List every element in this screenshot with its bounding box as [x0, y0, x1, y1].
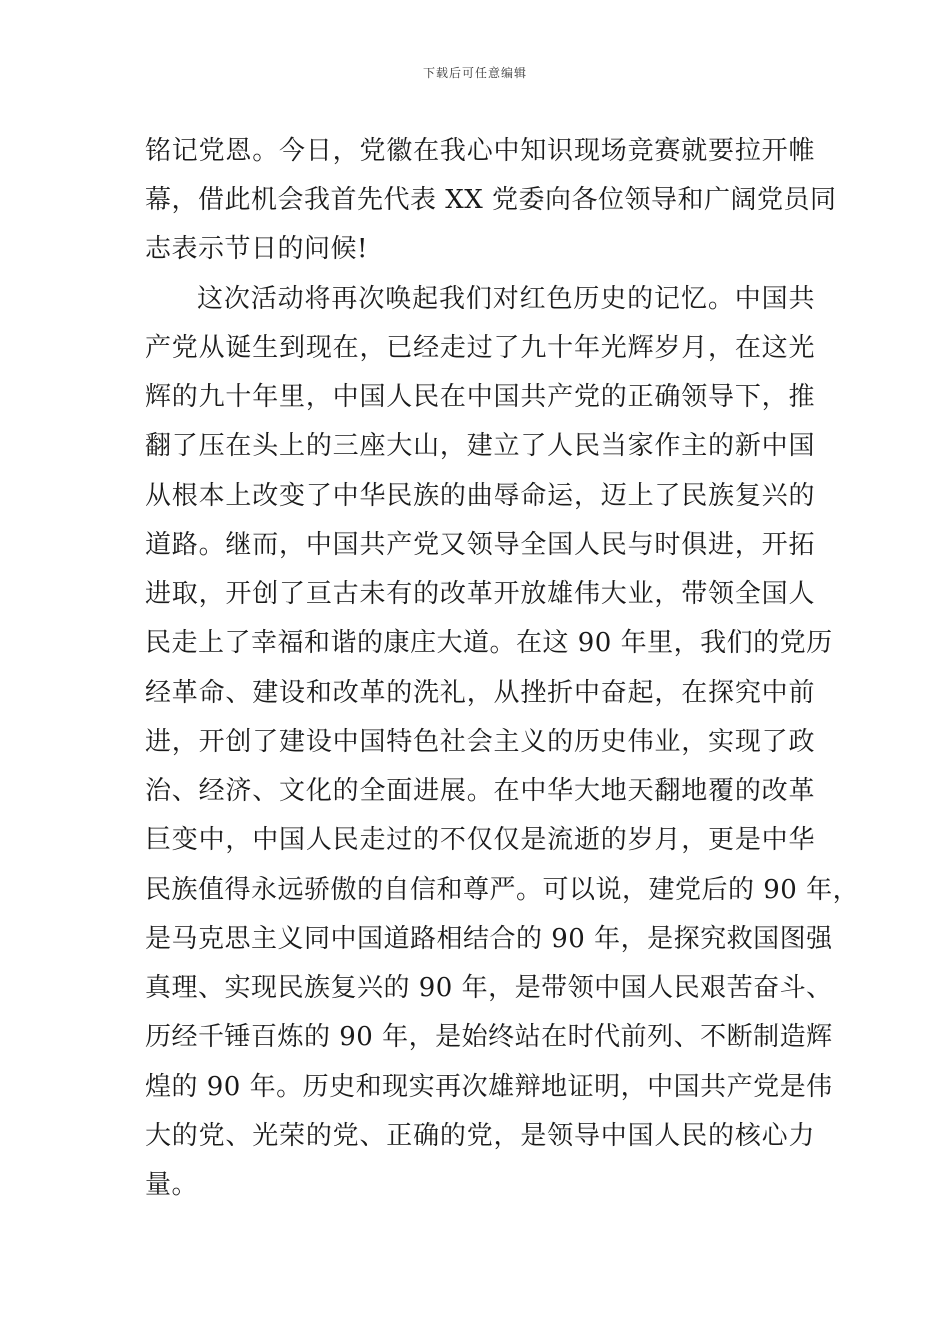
paragraph-line: 这次活动将再次唤起我们对红色历史的记忆。中国共: [197, 284, 815, 314]
paragraph-line: 历经千锤百炼的 90 年，是始终站在时代前列、不断制造辉: [145, 1022, 833, 1052]
paragraph-line: 民族值得永远骄傲的自信和尊严。可以说，建党后的 90 年，: [145, 875, 860, 905]
paragraph-line: 翻了压在头上的三座大山，建立了人民当家作主的新中国: [145, 431, 815, 461]
paragraph-line: 煌的 90 年。历史和现实再次雄辩地证明，中国共产党是伟: [145, 1072, 833, 1102]
paragraph-line: 量。: [145, 1170, 199, 1200]
paragraph-line: 民走上了幸福和谐的康庄大道。在这 90 年里，我们的党历: [145, 628, 833, 658]
paragraph-line: 志表示节日的问候!: [145, 234, 368, 264]
header-note: 下载后可任意编辑: [422, 66, 527, 80]
paragraph-line: 道路。继而，中国共产党又领导全国人民与时俱进，开拓: [145, 530, 815, 560]
paragraph-line: 经革命、建设和改革的洗礼，从挫折中奋起，在探究中前: [145, 678, 815, 708]
paragraph-line: 进，开创了建设中国特色社会主义的历史伟业，实现了政: [145, 727, 815, 757]
paragraph-line: 辉的九十年里，中国人民在中国共产党的正确领导下，推: [145, 382, 815, 412]
paragraph-line: 治、经济、文化的全面进展。在中华大地天翻地覆的改革: [145, 776, 815, 806]
paragraph-line: 产党从诞生到现在，已经走过了九十年光辉岁月，在这光: [145, 333, 815, 363]
paragraph-line: 是马克思主义同中国道路相结合的 90 年，是探究救国图强: [145, 924, 833, 954]
paragraph-line: 幕，借此机会我首先代表 XX 党委向各位领导和广阔党员同: [145, 185, 837, 215]
paragraph-line: 进取，开创了亘古未有的改革开放雄伟大业，带领全国人: [145, 579, 815, 609]
paragraph-line: 真理、实现民族复兴的 90 年，是带领中国人民艰苦奋斗、: [145, 973, 833, 1003]
paragraph-line: 巨变中，中国人民走过的不仅仅是流逝的岁月，更是中华: [145, 825, 815, 855]
paragraph-line: 铭记党恩。今日，党徽在我心中知识现场竞赛就要拉开帷: [145, 136, 815, 166]
paragraph-line: 大的党、光荣的党、正确的党，是领导中国人民的核心力: [145, 1121, 815, 1151]
paragraph-line: 从根本上改变了中华民族的曲辱命运，迈上了民族复兴的: [145, 481, 815, 511]
